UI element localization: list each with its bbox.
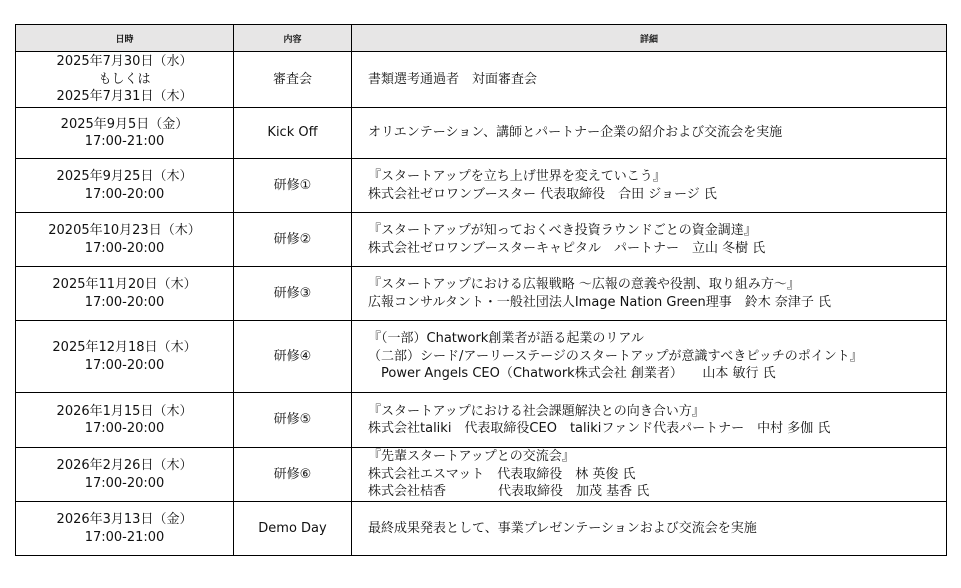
detail-line: 『スタートアップが知っておくべき投資ラウンドごとの資金調達』 — [368, 223, 757, 238]
date-cell — [16, 52, 234, 108]
detail-cell — [352, 502, 947, 556]
detail-cell — [352, 52, 947, 108]
date-line: 2025年11月20日（木） — [52, 277, 197, 292]
date-line: 17:00-20:00 — [84, 240, 165, 256]
date-cell — [16, 159, 234, 213]
date-line: 2025年12月18日（木） — [52, 340, 197, 355]
content-cell: 研修④ — [234, 321, 352, 393]
date-cell — [16, 108, 234, 159]
content-cell: 研修② — [234, 213, 352, 267]
detail-cell — [352, 108, 947, 159]
table-row — [16, 448, 947, 502]
content-cell: Demo Day — [234, 502, 352, 556]
date-line: 17:00-20:00 — [84, 186, 165, 202]
header-content: 内容 — [234, 25, 352, 52]
table-row — [16, 159, 947, 213]
header-date: 日時 — [16, 25, 234, 52]
date-line: 17:00-20:00 — [84, 421, 165, 436]
date-line: 2025年9月5日（金） — [60, 116, 189, 132]
detail-line: 『スタートアップを立ち上げ世界を変えていこう』 — [368, 169, 666, 184]
detail-cell — [352, 321, 947, 393]
detail-line: 『（一部）Chatwork創業者が語る起業のリアル — [368, 331, 644, 347]
detail-cell — [352, 267, 947, 321]
detail-line: 『先輩スタートアップとの交流会』 — [368, 449, 575, 465]
detail-line: 株式会社ゼロワンブースターキャピタル パートナー 立山 冬樹 氏 — [368, 240, 766, 256]
table-row — [16, 213, 947, 267]
date-line: 2025年9月25日（木） — [56, 169, 193, 184]
date-cell — [16, 213, 234, 267]
header-row — [16, 25, 947, 52]
content-cell: Kick Off — [234, 108, 352, 159]
detail-cell — [352, 213, 947, 267]
table-row — [16, 267, 947, 321]
table-row — [16, 502, 947, 556]
table-row — [16, 321, 947, 393]
date-line: 2026年1月15日（木） — [56, 403, 193, 419]
date-line: もしくは — [98, 71, 151, 87]
date-line: 17:00-20:00 — [84, 475, 165, 491]
date-line: 17:00-20:00 — [84, 294, 165, 310]
content-cell: 審査会 — [234, 52, 352, 108]
date-line: 2026年3月13日（金） — [56, 512, 193, 527]
detail-line: 『スタートアップにおける広報戦略 〜広報の意義や役割、取り組み方〜』 — [368, 277, 800, 292]
header-detail: 詳細 — [352, 25, 947, 52]
date-cell — [16, 393, 234, 448]
content-cell: 研修③ — [234, 267, 352, 321]
detail-line: 株式会社桔香 代表取締役 加茂 基香 氏 — [368, 484, 650, 500]
schedule-body — [16, 52, 947, 556]
date-line: 2026年2月26日（木） — [56, 458, 193, 473]
detail-line: Power Angels CEO（Chatwork株式会社 創業者） 山本 敏行 氏 — [368, 366, 776, 382]
content-cell: 研修① — [234, 159, 352, 213]
date-line: 17:00-21:00 — [84, 529, 165, 545]
date-cell — [16, 267, 234, 321]
schedule-table — [15, 24, 947, 556]
detail-cell — [352, 448, 947, 502]
date-line: 2025年7月31日（木） — [56, 89, 193, 105]
date-line: 17:00-20:00 — [84, 357, 165, 373]
detail-line: 最終成果発表として、事業プレゼンテーションおよび交流会を実施 — [368, 520, 757, 536]
detail-line: 広報コンサルタント・一般社団法人Image Nation Green理事 鈴木 奈津子 氏 — [368, 294, 832, 310]
detail-cell — [352, 393, 947, 448]
detail-line: 株式会社エスマット 代表取締役 林 英俊 氏 — [368, 466, 636, 482]
date-cell — [16, 321, 234, 393]
detail-line: （二部）シード/アーリーステージのスタートアップが意識すべきピッチのポイント』 — [368, 348, 863, 364]
detail-line: 書類選考通過者 対面審査会 — [368, 71, 538, 87]
detail-cell — [352, 159, 947, 213]
date-line: 20205年10月23日（木） — [48, 223, 201, 238]
detail-line: 株式会社ゼロワンブースター 代表取締役 合田 ジョージ 氏 — [368, 186, 717, 202]
table-row — [16, 52, 947, 108]
table-row — [16, 108, 947, 159]
table-row — [16, 393, 947, 448]
date-line: 2025年7月30日（水） — [56, 54, 193, 70]
detail-line: 株式会社taliki 代表取締役CEO talikiファンド代表パートナー 中村 多伽 氏 — [368, 421, 831, 436]
content-cell: 研修⑥ — [234, 448, 352, 502]
date-cell — [16, 448, 234, 502]
date-cell — [16, 502, 234, 556]
detail-line: オリエンテーション、講師とパートナー企業の紹介および交流会を実施 — [368, 125, 783, 141]
content-cell: 研修⑤ — [234, 393, 352, 448]
detail-line: 『スタートアップにおける社会課題解決との向き合い方』 — [368, 403, 705, 419]
date-line: 17:00-21:00 — [84, 134, 165, 149]
